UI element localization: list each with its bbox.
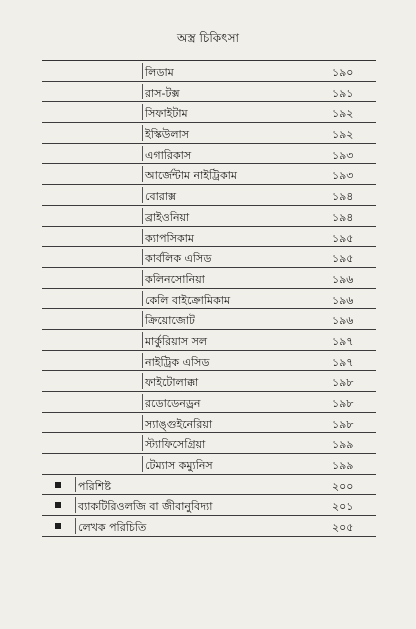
column-divider xyxy=(142,373,143,389)
entry-title: কলিনসোনিয়া xyxy=(145,272,205,286)
toc-row xyxy=(42,413,376,434)
entry-page: ১৯১ xyxy=(332,86,354,100)
column-divider xyxy=(142,187,143,203)
square-bullet-icon xyxy=(55,482,61,488)
entry-title: ফাইটোলাক্কা xyxy=(145,376,199,390)
entry-title: বোরাক্স xyxy=(145,190,177,204)
entry-title: ব্রাইওনিয়া xyxy=(145,210,190,224)
entry-page: ১৯৬ xyxy=(332,293,354,307)
section-title: লেখক পরিচিতি xyxy=(78,521,147,535)
column-divider xyxy=(142,415,143,431)
toc-row xyxy=(42,102,376,123)
entry-page: ১৯৯ xyxy=(332,438,354,452)
toc-row xyxy=(42,123,376,144)
entry-title: মার্কুরিয়াস সল xyxy=(145,334,208,348)
column-divider xyxy=(142,84,143,100)
toc-row xyxy=(42,371,376,392)
toc-section-row xyxy=(42,495,376,516)
column-divider xyxy=(142,125,143,141)
column-divider xyxy=(142,394,143,410)
toc-row xyxy=(42,309,376,330)
toc-row xyxy=(42,227,376,248)
toc-row xyxy=(42,289,376,310)
square-bullet-icon xyxy=(55,502,61,508)
toc-row xyxy=(42,206,376,227)
toc-section-row xyxy=(42,516,376,537)
entry-page: ১৯৭ xyxy=(332,355,354,369)
entry-title: রডোডেনড্রন xyxy=(145,397,201,410)
toc-row xyxy=(42,330,376,351)
entry-page: ১৯৬ xyxy=(332,314,354,328)
section-page: ২০০ xyxy=(332,479,354,493)
column-divider xyxy=(142,332,143,348)
entry-page: ১৯৪ xyxy=(332,190,354,204)
entry-title: আর্জেন্টাম নাইট্রিকাম xyxy=(145,169,237,183)
section-title: ব্যাকটিরিওলজি বা জীবানুবিদ্যা xyxy=(78,500,213,514)
section-title: পরিশিষ্ট xyxy=(78,479,111,493)
column-divider xyxy=(142,166,143,182)
section-page: ২০৫ xyxy=(332,521,354,535)
toc-row xyxy=(42,164,376,185)
toc-row xyxy=(42,351,376,372)
column-divider xyxy=(142,146,143,162)
entry-page: ১৯০ xyxy=(332,66,354,79)
column-divider xyxy=(142,208,143,224)
entry-title: লিডাম xyxy=(145,66,174,79)
column-divider xyxy=(142,249,143,265)
entry-title: স্ট্যাফিসেগ্রিয়া xyxy=(145,438,206,452)
toc-row xyxy=(42,392,376,413)
table-of-contents xyxy=(42,60,376,537)
entry-page: ১৯৩ xyxy=(332,148,354,162)
entry-title: টেম্যাস কম্যুনিস xyxy=(145,459,213,473)
toc-row xyxy=(42,82,376,103)
entry-page: ১৯৭ xyxy=(332,334,354,348)
column-divider xyxy=(142,291,143,307)
toc-row xyxy=(42,433,376,454)
entry-page: ১৯৫ xyxy=(332,231,354,245)
entry-page: ১৯২ xyxy=(332,128,354,142)
entry-page: ১৯৮ xyxy=(332,417,354,431)
column-divider xyxy=(142,63,143,79)
entry-page: ১৯৮ xyxy=(332,376,354,390)
column-divider xyxy=(142,456,143,472)
entry-page: ১৯৮ xyxy=(332,397,354,410)
entry-title: কার্বলিক এসিড xyxy=(145,252,212,266)
entry-title: সিফাইটাম xyxy=(145,107,188,121)
column-divider xyxy=(75,477,76,493)
entry-title: এগারিকাস xyxy=(145,148,192,162)
entry-title: স্যাঙ্গুইনেরিয়া xyxy=(145,417,213,431)
toc-row xyxy=(42,247,376,268)
column-divider xyxy=(75,518,76,534)
toc-row xyxy=(42,268,376,289)
column-divider xyxy=(142,311,143,327)
entry-page: ১৯৩ xyxy=(332,169,354,183)
entry-title: রাস-টক্স xyxy=(145,86,180,100)
entry-page: ১৯২ xyxy=(332,107,354,121)
entry-title: নাইট্রিক এসিড xyxy=(145,355,210,369)
entry-page: ১৯৯ xyxy=(332,459,354,473)
column-divider xyxy=(75,497,76,513)
square-bullet-icon xyxy=(55,523,61,529)
page-title: অস্ত্র চিকিৎসা xyxy=(176,31,240,45)
column-divider xyxy=(142,229,143,245)
entry-title: ক্যাপসিকাম xyxy=(145,231,194,245)
toc-row xyxy=(42,144,376,165)
column-divider xyxy=(142,104,143,120)
column-divider xyxy=(142,270,143,286)
entry-title: ক্রিয়োজোট xyxy=(145,314,195,328)
entry-page: ১৯৪ xyxy=(332,210,354,224)
toc-row xyxy=(42,61,376,82)
entry-page: ১৯৫ xyxy=(332,252,354,266)
column-divider xyxy=(142,435,143,451)
entry-page: ১৯৬ xyxy=(332,272,354,286)
entry-title: ইস্কিউলাস xyxy=(145,128,190,142)
entry-title: কেলি বাইক্রোমিকাম xyxy=(145,293,231,307)
toc-section-row xyxy=(42,475,376,496)
toc-row xyxy=(42,185,376,206)
column-divider xyxy=(142,353,143,369)
section-page: ২০১ xyxy=(332,500,354,514)
toc-row xyxy=(42,454,376,475)
